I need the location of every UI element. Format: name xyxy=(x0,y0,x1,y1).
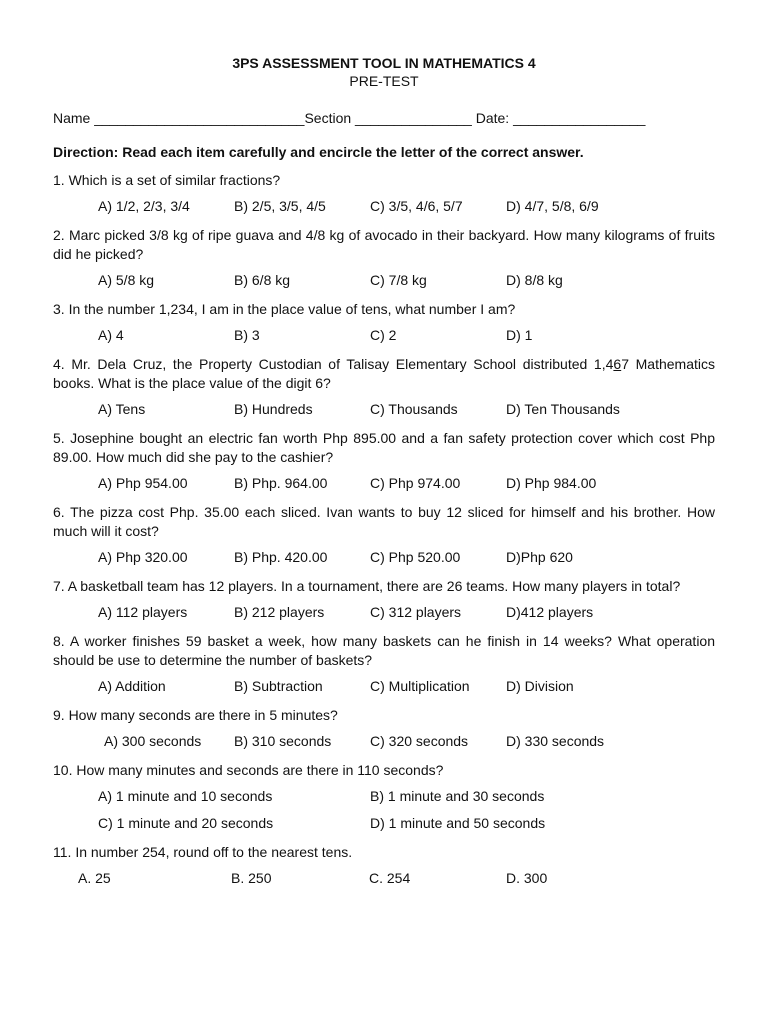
question-9: 9. How many seconds are there in 5 minutes? xyxy=(53,707,338,723)
choice-6c: C) Php 520.00 xyxy=(370,549,461,565)
question-6: 6. The pizza cost Php. 35.00 each sliced. Ivan wants to buy 12 sliced for himself and his brother. How much will it cost? xyxy=(53,504,715,539)
choice-7c: C) 312 players xyxy=(370,604,462,620)
choice-9d: D) 330 seconds xyxy=(506,733,605,749)
choice-3b: B) 3 xyxy=(234,327,260,343)
question-3: 3. In the number 1,234, I am in the place value of tens, what number I am? xyxy=(53,301,516,317)
choice-11a: A. 25 xyxy=(78,870,111,886)
choice-8d: D) Division xyxy=(506,678,574,694)
directions: Direction: Read each item carefully and encircle the letter of the correct answer. xyxy=(53,144,584,160)
choices-4 xyxy=(53,400,715,419)
question-8: 8. A worker finishes 59 basket a week, how many baskets can he finish in 14 weeks? What operation should be use to determine the number of baskets? xyxy=(53,633,715,668)
choice-11b: B. 250 xyxy=(231,870,272,886)
choice-11d: D. 300 xyxy=(506,870,548,886)
choice-8a: A) Addition xyxy=(98,678,166,694)
choice-4a: A) Tens xyxy=(98,401,146,417)
choice-10c: C) 1 minute and 20 seconds xyxy=(98,815,274,831)
choice-5c: C) Php 974.00 xyxy=(370,475,461,491)
choice-5b: B) Php. 964.00 xyxy=(234,475,328,491)
choice-1a: A) 1/2, 2/3, 3/4 xyxy=(98,198,190,214)
choice-3c: C) 2 xyxy=(370,327,397,343)
choice-1b: B) 2/5, 3/5, 4/5 xyxy=(234,198,326,214)
choices-8 xyxy=(53,677,715,696)
choice-2a: A) 5/8 kg xyxy=(98,272,155,288)
choice-2b: B) 6/8 kg xyxy=(234,272,291,288)
choices-10-row-1 xyxy=(53,787,715,806)
choice-6d: D)Php 620 xyxy=(506,549,573,565)
test-page xyxy=(53,54,715,888)
choice-7d: D)412 players xyxy=(506,604,594,620)
question-10: 10. How many minutes and seconds are there in 110 seconds? xyxy=(53,762,444,778)
choice-8c: C) Multiplication xyxy=(370,678,470,694)
choice-6b: B) Php. 420.00 xyxy=(234,549,328,565)
choice-7a: A) 112 players xyxy=(98,604,188,620)
choice-10a: A) 1 minute and 10 seconds xyxy=(98,788,273,804)
choice-4b: B) Hundreds xyxy=(234,401,313,417)
question-11: 11. In number 254, round off to the nearest tens. xyxy=(53,844,353,860)
question-4-text-after: 7 Mathematics books. What is the place value of the digit 6? xyxy=(53,356,715,391)
choices-10-row-2 xyxy=(53,814,715,833)
choice-3d: D) 1 xyxy=(506,327,533,343)
question-4-underlined-digit: 6 xyxy=(613,356,622,372)
choice-9c: C) 320 seconds xyxy=(370,733,469,749)
choice-5a: A) Php 954.00 xyxy=(98,475,188,491)
choice-9a: A) 300 seconds xyxy=(104,733,202,749)
choice-2c: C) 7/8 kg xyxy=(370,272,427,288)
choice-2d: D) 8/8 kg xyxy=(506,272,563,288)
choices-5 xyxy=(53,474,715,493)
choices-3 xyxy=(53,326,715,345)
choice-6a: A) Php 320.00 xyxy=(98,549,188,565)
choice-4d: D) Ten Thousands xyxy=(506,401,620,417)
choices-1 xyxy=(53,197,715,216)
choice-4c: C) Thousands xyxy=(370,401,458,417)
question-2: 2. Marc picked 3/8 kg of ripe guava and 4/8 kg of avocado in their backyard. How many kilograms of fruits did he picked? xyxy=(53,227,715,262)
choices-7 xyxy=(53,603,715,622)
choice-10d: D) 1 minute and 50 seconds xyxy=(370,815,546,831)
choice-1c: C) 3/5, 4/6, 5/7 xyxy=(370,198,463,214)
question-1: 1. Which is a set of similar fractions? xyxy=(53,172,281,188)
question-5: 5. Josephine bought an electric fan worth Php 895.00 and a fan safety protection cover which cost Php 89.00. How much did she pay to the cashier? xyxy=(53,430,715,465)
question-7: 7. A basketball team has 12 players. In a tournament, there are 26 teams. How many players in total? xyxy=(53,578,681,594)
choices-6 xyxy=(53,548,715,567)
choice-5d: D) Php 984.00 xyxy=(506,475,597,491)
choices-2 xyxy=(53,271,715,290)
choice-9b: B) 310 seconds xyxy=(234,733,332,749)
choice-3a: A) 4 xyxy=(98,327,124,343)
document-title: 3PS ASSESSMENT TOOL IN MATHEMATICS 4 xyxy=(232,55,536,71)
question-4-text-before: 4. Mr. Dela Cruz, the Property Custodian of Talisay Elementary School distributed 1,4 xyxy=(53,356,614,372)
choice-7b: B) 212 players xyxy=(234,604,325,620)
choices-11 xyxy=(53,869,715,888)
choice-11c: C. 254 xyxy=(369,870,411,886)
question-4 xyxy=(53,355,715,393)
name-section-date-line: Name ___________________________Section _______________ Date: _________________ xyxy=(53,110,646,126)
document-subtitle: PRE-TEST xyxy=(349,73,419,89)
choice-10b: B) 1 minute and 30 seconds xyxy=(370,788,545,804)
choice-8b: B) Subtraction xyxy=(234,678,323,694)
choice-1d: D) 4/7, 5/8, 6/9 xyxy=(506,198,599,214)
choices-9 xyxy=(53,732,715,751)
